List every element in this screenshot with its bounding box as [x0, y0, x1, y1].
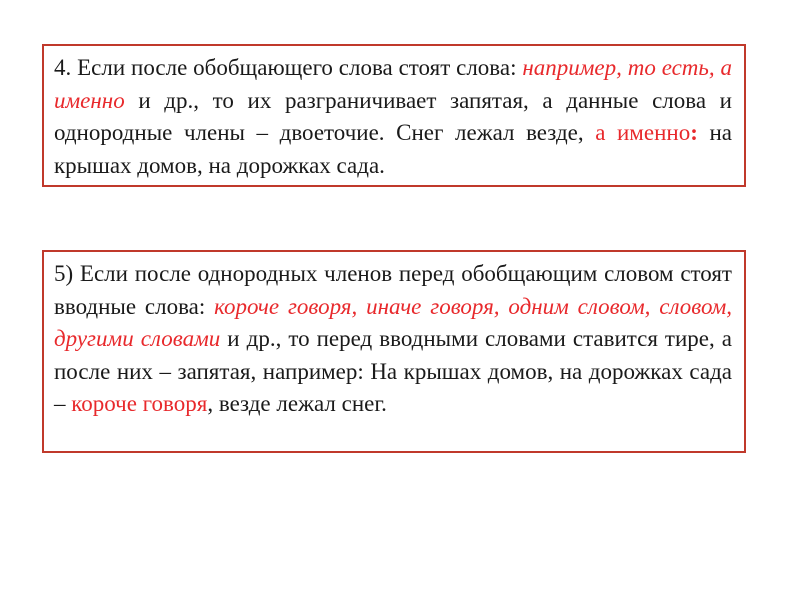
rule-4-text-middle: и др., то их разграничивает запятая, а данные слова и однородные члены – двоеточие. Снег лежал везде,	[54, 87, 732, 146]
rule-4-example-phrase: а именно	[595, 120, 691, 146]
rule-4-example-words: например, то есть, а именно	[54, 55, 732, 113]
rule-4-text-intro: 4. Если после обобщающего слова стоят слова:	[54, 55, 523, 80]
rule-4-box	[42, 44, 746, 187]
rule-4-text-end: на крышах домов, на дорожках сада.	[54, 120, 732, 178]
rule-5-example-words: короче говоря, иначе говоря, одним словом, словом, другими словами	[54, 293, 732, 352]
rule-5-text-intro: 5) Если после однородных членов перед обобщающим словом стоят вводные слова:	[54, 261, 732, 319]
rule-5-example-phrase: короче говоря	[71, 391, 208, 417]
rule-5-text-middle: и др., то перед вводными словами ставится тире, а после них – запятая, например: На крышах домов, на дорожках сада –	[54, 326, 732, 417]
rule-4-colon: :	[690, 120, 698, 146]
rule-5-box	[42, 250, 746, 453]
rule-5-text-end: , везде лежал снег.	[207, 391, 387, 417]
